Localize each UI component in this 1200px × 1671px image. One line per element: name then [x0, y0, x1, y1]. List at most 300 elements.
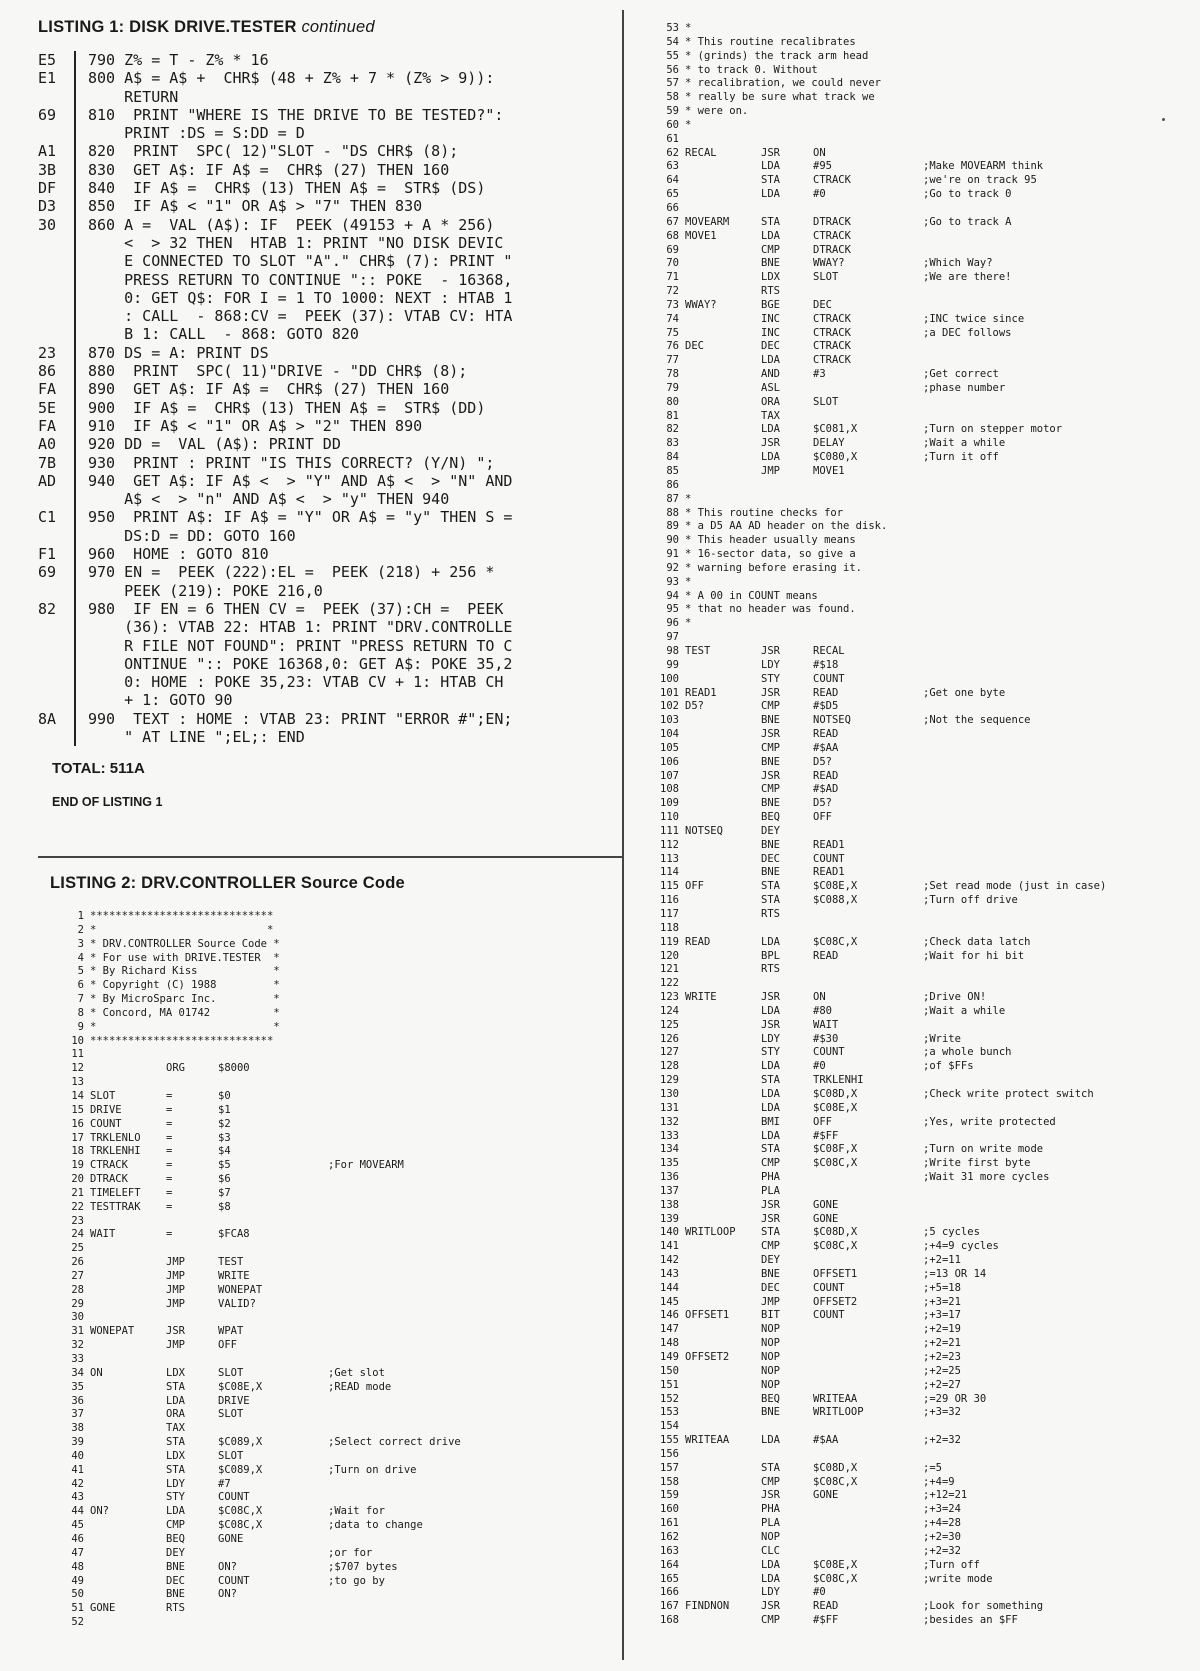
asm-label: [685, 423, 761, 437]
asm-opcode: LDX: [761, 271, 780, 284]
asm-opcode: LDA: [761, 1087, 780, 1100]
line-number: 130: [660, 1087, 679, 1100]
asm-label: [90, 1048, 166, 1062]
asm-comment: [923, 770, 1190, 784]
line-number: 12: [71, 1062, 84, 1075]
asm-operand: $C08C,X: [218, 1505, 263, 1518]
asm-label: TRKLENLO: [90, 1131, 141, 1144]
checksum-rule: [74, 618, 76, 636]
comment-text: * to track 0. Without: [685, 63, 818, 76]
listing2-title: LISTING 2: DRV.CONTROLLER Source Code: [50, 874, 405, 892]
asm-operand: OFFSET2: [813, 1295, 858, 1308]
basic-code: PRINT :DS = S:DD = D: [88, 124, 305, 143]
asm-line: [645, 313, 1190, 327]
line-number: 59: [666, 105, 679, 118]
checksum: E5: [38, 51, 57, 69]
asm-line: [645, 687, 1190, 701]
line-number: 50: [71, 1588, 84, 1601]
asm-operand: MOVE1: [813, 465, 845, 477]
line-number: 79: [666, 381, 679, 394]
line-number: 78: [666, 368, 679, 381]
asm-comment: [923, 631, 1190, 645]
asm-opcode: STA: [166, 1436, 185, 1449]
asm-line: [645, 451, 1190, 465]
asm-label: DEC: [685, 340, 704, 353]
asm-opcode: TAX: [166, 1422, 185, 1435]
asm-label: [685, 963, 761, 977]
line-number: 7: [77, 993, 84, 1006]
asm-comment: ;Wait a while: [923, 1004, 1006, 1017]
comment-text: * were on.: [685, 105, 749, 118]
basic-code: PRESS RETURN TO CONTINUE ":: POKE - 16368,: [88, 270, 513, 289]
line-number: 43: [71, 1491, 84, 1504]
asm-comment: ;Wait a while: [923, 437, 1006, 450]
asm-operand: [813, 1517, 923, 1531]
asm-line: [645, 562, 1190, 576]
asm-operand: [813, 631, 923, 645]
asm-line: [645, 1046, 1190, 1060]
checksum: [38, 252, 74, 270]
asm-operand: WAIT: [813, 1018, 839, 1031]
asm-line: [645, 991, 1190, 1005]
asm-opcode: BNE: [761, 714, 780, 727]
checksum-rule: [74, 399, 76, 417]
checksum: [38, 271, 74, 289]
asm-opcode: BEQ: [761, 811, 780, 824]
asm-line: [645, 133, 1190, 147]
asm-opcode: BEQ: [761, 1392, 780, 1405]
asm-operand: WPAT: [218, 1325, 244, 1338]
asm-line: [645, 811, 1190, 825]
asm-line: [50, 1187, 610, 1201]
asm-comment: ;5 cycles: [923, 1226, 980, 1239]
asm-line: [645, 520, 1190, 534]
asm-comment: [328, 1076, 610, 1090]
checksum-rule: [74, 362, 76, 380]
asm-operand: $C08D,X: [813, 1461, 858, 1474]
asm-operand: DTRACK: [813, 215, 851, 228]
asm-opcode: NOP: [761, 1530, 780, 1543]
asm-label: WRITEAA: [685, 1434, 730, 1447]
checksum: 69: [38, 105, 57, 124]
checksum-rule: [74, 179, 76, 197]
line-number: 73: [666, 298, 679, 311]
asm-label: [685, 257, 761, 271]
asm-comment: ;+3=21: [923, 1295, 961, 1308]
asm-operand: CTRACK: [813, 312, 851, 325]
asm-operand: $5: [218, 1159, 231, 1172]
asm-opcode: RTS: [166, 1602, 185, 1615]
asm-label: ON?: [90, 1505, 109, 1518]
asm-label: [90, 1519, 166, 1533]
asm-line: [645, 908, 1190, 922]
line-number: 143: [660, 1267, 679, 1280]
asm-opcode: LDA: [761, 1060, 780, 1073]
basic-line: [38, 655, 618, 673]
line-number: 6: [77, 979, 84, 992]
line-number: 58: [666, 91, 679, 104]
asm-label: [685, 1046, 761, 1060]
asm-operand: OFFSET1: [813, 1267, 858, 1280]
asm-opcode: LDY: [761, 1032, 780, 1045]
asm-opcode: LDA: [761, 1101, 780, 1114]
asm-comment: ;+2=23: [923, 1351, 961, 1363]
asm-operand: $8000: [218, 1062, 250, 1075]
asm-opcode: NOP: [761, 1351, 780, 1363]
asm-comment: ;Write first byte: [923, 1157, 1031, 1170]
asm-listing-left: [50, 910, 610, 1630]
asm-comment: ;data to change: [328, 1519, 423, 1532]
line-number: 98: [666, 644, 679, 657]
asm-operand: CTRACK: [813, 174, 851, 187]
line-number: 157: [660, 1461, 679, 1474]
comment-text: * This header usually means: [685, 534, 856, 547]
asm-operand: [813, 285, 923, 299]
line-number: 155: [660, 1434, 679, 1447]
asm-comment: [923, 811, 1190, 825]
asm-label: [685, 1393, 761, 1407]
asm-line: [645, 244, 1190, 258]
asm-opcode: CMP: [761, 1614, 780, 1627]
asm-operand: #3: [813, 368, 826, 381]
asm-operand: [813, 1323, 923, 1337]
asm-label: [685, 922, 761, 936]
asm-line: [645, 1185, 1190, 1199]
asm-opcode: STA: [761, 894, 780, 907]
line-number: 76: [666, 340, 679, 353]
line-number: 120: [660, 949, 679, 962]
asm-label: [685, 1143, 761, 1157]
asm-comment: ;Drive ON!: [923, 991, 987, 1004]
asm-opcode: LDA: [166, 1505, 185, 1518]
checksum: [38, 325, 74, 343]
asm-label: [685, 382, 761, 396]
asm-label: [90, 1242, 166, 1256]
asm-label: [685, 1586, 761, 1600]
asm-opcode: JSR: [761, 686, 780, 699]
line-number: 132: [660, 1115, 679, 1128]
line-number: 45: [71, 1519, 84, 1532]
asm-operand: ON: [813, 146, 826, 159]
asm-comment: ;READ mode: [328, 1380, 392, 1393]
line-number: 154: [660, 1420, 679, 1433]
asm-operand: $1: [218, 1103, 231, 1116]
basic-code: ONTINUE ":: POKE 16368,0: GET A$: POKE 35,2: [88, 654, 513, 673]
asm-comment: ;Get correct: [923, 368, 999, 381]
asm-label: [685, 1116, 761, 1130]
asm-label: WWAY?: [685, 298, 717, 311]
asm-comment: [923, 133, 1190, 147]
asm-opcode: STA: [761, 174, 780, 187]
line-number: 164: [660, 1558, 679, 1571]
asm-comment: [923, 1420, 1190, 1434]
asm-comment: [923, 853, 1190, 867]
line-number: 44: [71, 1505, 84, 1518]
asm-line: [50, 1381, 610, 1395]
asm-operand: TEST: [218, 1256, 244, 1269]
asm-line: [645, 188, 1190, 202]
asm-label: [685, 1503, 761, 1517]
asm-line: [50, 1173, 610, 1187]
asm-operand: [813, 479, 923, 493]
basic-line: [38, 69, 618, 87]
asm-comment: [328, 1339, 610, 1353]
checksum: [38, 655, 74, 673]
asm-opcode: =: [166, 1159, 173, 1172]
asm-line: [50, 1367, 610, 1381]
line-number: 142: [660, 1254, 679, 1267]
asm-line: [645, 1600, 1190, 1614]
asm-operand: $C08D,X: [813, 1087, 858, 1100]
asm-opcode: CMP: [761, 1475, 780, 1488]
line-number: 67: [666, 215, 679, 228]
asm-line: [645, 797, 1190, 811]
asm-comment: [923, 728, 1190, 742]
asm-label: [90, 1339, 166, 1353]
basic-code: 830 GET A$: IF A$ = CHR$ (27) THEN 160: [88, 160, 450, 179]
asm-label: [685, 1365, 761, 1379]
asm-comment: ;=29 OR 30: [923, 1392, 987, 1405]
asm-comment: [328, 1311, 610, 1325]
line-number: 25: [71, 1242, 84, 1255]
asm-label: [685, 1406, 761, 1420]
asm-line: [645, 1019, 1190, 1033]
asm-label: [685, 1102, 761, 1116]
asm-comment: ;+4=28: [923, 1517, 961, 1530]
asm-comment: [328, 1270, 610, 1284]
asm-line: [645, 1614, 1190, 1628]
asm-label: MOVEARM: [685, 215, 730, 228]
asm-operand: $C08C,X: [813, 1240, 858, 1253]
checksum-rule: [74, 289, 76, 307]
basic-line: [38, 563, 618, 581]
checksum: E1: [38, 69, 57, 88]
asm-operand: GONE: [813, 1198, 839, 1211]
asm-line: [50, 1201, 610, 1215]
asm-comment: [923, 202, 1190, 216]
checksum-rule: [74, 197, 76, 215]
asm-line: [50, 1339, 610, 1353]
asm-comment: [328, 1491, 610, 1505]
line-number: 114: [660, 866, 679, 879]
asm-label: [90, 1464, 166, 1478]
checksum: [38, 124, 74, 142]
asm-operand: $3: [218, 1131, 231, 1144]
line-number: 82: [666, 423, 679, 436]
asm-label: FINDNON: [685, 1600, 730, 1613]
asm-opcode: LDA: [166, 1394, 185, 1407]
comment-text: * By Richard Kiss *: [90, 965, 280, 978]
asm-line: [50, 1048, 610, 1062]
asm-operand: WWAY?: [813, 257, 845, 270]
asm-label: [685, 783, 761, 797]
asm-opcode: [166, 1616, 218, 1630]
checksum: AD: [38, 471, 57, 490]
asm-comment: [923, 700, 1190, 714]
asm-line: [645, 340, 1190, 354]
basic-line: [38, 472, 618, 490]
comment-text: * *: [90, 923, 274, 936]
asm-opcode: JSR: [761, 146, 780, 159]
line-number: 32: [71, 1339, 84, 1352]
asm-comment: ;Not the sequence: [923, 714, 1031, 727]
basic-code: 900 IF A$ = CHR$ (13) THEN A$ = STR$ (DD): [88, 398, 486, 417]
asm-operand: DELAY: [813, 437, 845, 450]
asm-operand: #0: [813, 188, 826, 201]
asm-opcode: BNE: [761, 257, 780, 270]
asm-comment: ;Look for something: [923, 1600, 1044, 1613]
basic-line: [38, 252, 618, 270]
asm-line: [645, 465, 1190, 479]
asm-operand: [218, 1353, 328, 1367]
asm-comment: [328, 1602, 610, 1616]
line-number: 26: [71, 1256, 84, 1269]
asm-opcode: LDA: [761, 935, 780, 948]
asm-comment: ;phase number: [923, 381, 1006, 394]
line-number: 105: [660, 741, 679, 754]
asm-operand: [218, 1547, 328, 1561]
basic-code: 0: GET Q$: FOR I = 1 TO 1000: NEXT : HTAB 1: [88, 288, 513, 307]
asm-opcode: LDY: [761, 658, 780, 671]
basic-line: [38, 106, 618, 124]
asm-line: [50, 910, 610, 924]
asm-line: [645, 659, 1190, 673]
asm-label: [685, 1157, 761, 1171]
asm-opcode: BNE: [761, 1267, 780, 1280]
line-number: 10: [71, 1034, 84, 1047]
line-number: 145: [660, 1295, 679, 1308]
asm-label: OFFSET2: [685, 1351, 730, 1363]
checksum-rule: [74, 124, 76, 142]
asm-line: [645, 1060, 1190, 1074]
checksum: A1: [38, 142, 57, 161]
asm-comment: ;besides an $FF: [923, 1614, 1018, 1627]
asm-line: [645, 548, 1190, 562]
asm-line: [50, 979, 610, 993]
asm-line: [645, 825, 1190, 839]
basic-line: [38, 637, 618, 655]
line-number: 117: [660, 908, 679, 920]
asm-label: [685, 1489, 761, 1503]
asm-opcode: STA: [166, 1380, 185, 1393]
asm-operand: GONE: [218, 1532, 244, 1545]
asm-comment: ;+3=24: [923, 1503, 961, 1516]
asm-opcode: LDA: [761, 1558, 780, 1571]
asm-label: [685, 1323, 761, 1337]
asm-label: SLOT: [90, 1089, 116, 1102]
asm-operand: OFF: [813, 1115, 832, 1128]
asm-listing-right: [645, 22, 1190, 1628]
line-number: 46: [71, 1532, 84, 1545]
line-number: 160: [660, 1503, 679, 1516]
line-number: 148: [660, 1337, 679, 1350]
asm-operand: SLOT: [218, 1408, 244, 1421]
checksum-rule: [74, 216, 76, 234]
checksum: C1: [38, 508, 57, 527]
asm-operand: [813, 1254, 923, 1268]
asm-label: [90, 1616, 166, 1630]
asm-label: READ1: [685, 686, 717, 699]
asm-line: [645, 700, 1190, 714]
checksum-rule: [74, 106, 76, 124]
asm-comment: ;+3=17: [923, 1309, 961, 1322]
asm-opcode: DEC: [761, 852, 780, 865]
asm-operand: $C08E,X: [218, 1380, 263, 1393]
asm-operand: #$AA: [813, 1434, 839, 1447]
asm-line: [645, 1213, 1190, 1227]
asm-label: [90, 1547, 166, 1561]
asm-opcode: JMP: [166, 1297, 185, 1310]
asm-comment: [328, 1616, 610, 1630]
asm-opcode: JSR: [761, 1212, 780, 1225]
line-number: 49: [71, 1574, 84, 1587]
asm-label: [90, 1381, 166, 1395]
checksum: [38, 728, 74, 746]
asm-label: [685, 1060, 761, 1074]
asm-comment: ;+3=32: [923, 1406, 961, 1419]
asm-label: DTRACK: [90, 1173, 128, 1186]
basic-line: [38, 124, 618, 142]
asm-operand: #$AD: [813, 783, 839, 796]
asm-label: [685, 327, 761, 341]
line-number: 150: [660, 1364, 679, 1377]
asm-label: [685, 1476, 761, 1490]
line-number: 93: [666, 575, 679, 588]
asm-line: [50, 1325, 610, 1339]
basic-line: [38, 51, 618, 69]
checksum: FA: [38, 380, 57, 399]
checksum: 8A: [38, 709, 57, 728]
asm-operand: CTRACK: [813, 229, 851, 242]
asm-opcode: BMI: [761, 1115, 780, 1128]
asm-comment: [923, 1130, 1190, 1144]
asm-line: [645, 714, 1190, 728]
line-number: 65: [666, 188, 679, 201]
asm-opcode: [166, 1311, 218, 1325]
checksum-rule: [74, 51, 76, 69]
line-number: 40: [71, 1449, 84, 1462]
asm-comment: [923, 797, 1190, 811]
asm-comment: [923, 465, 1190, 479]
asm-line: [50, 1395, 610, 1409]
checksum-rule: [74, 563, 76, 581]
asm-operand: [813, 382, 923, 396]
asm-label: [90, 1408, 166, 1422]
asm-operand: $8: [218, 1200, 231, 1213]
basic-line: [38, 362, 618, 380]
asm-line: [50, 1533, 610, 1547]
asm-operand: $4: [218, 1145, 231, 1158]
asm-line: [50, 965, 610, 979]
line-number: 19: [71, 1159, 84, 1172]
asm-operand: D5?: [813, 797, 832, 810]
asm-operand: [218, 1242, 328, 1256]
line-number: 121: [660, 963, 679, 976]
asm-line: [645, 1517, 1190, 1531]
line-number: 33: [71, 1353, 84, 1365]
checksum-rule: [74, 545, 76, 563]
asm-operand: COUNT: [218, 1574, 250, 1587]
asm-opcode: STA: [761, 1461, 780, 1474]
asm-opcode: LDY: [166, 1477, 185, 1490]
asm-operand: RECAL: [813, 644, 845, 657]
line-number: 28: [71, 1283, 84, 1296]
line-number: 5: [77, 965, 84, 978]
line-number: 107: [660, 769, 679, 782]
asm-operand: #$FF: [813, 1614, 839, 1627]
line-number: 90: [666, 534, 679, 547]
asm-opcode: JSR: [761, 769, 780, 782]
